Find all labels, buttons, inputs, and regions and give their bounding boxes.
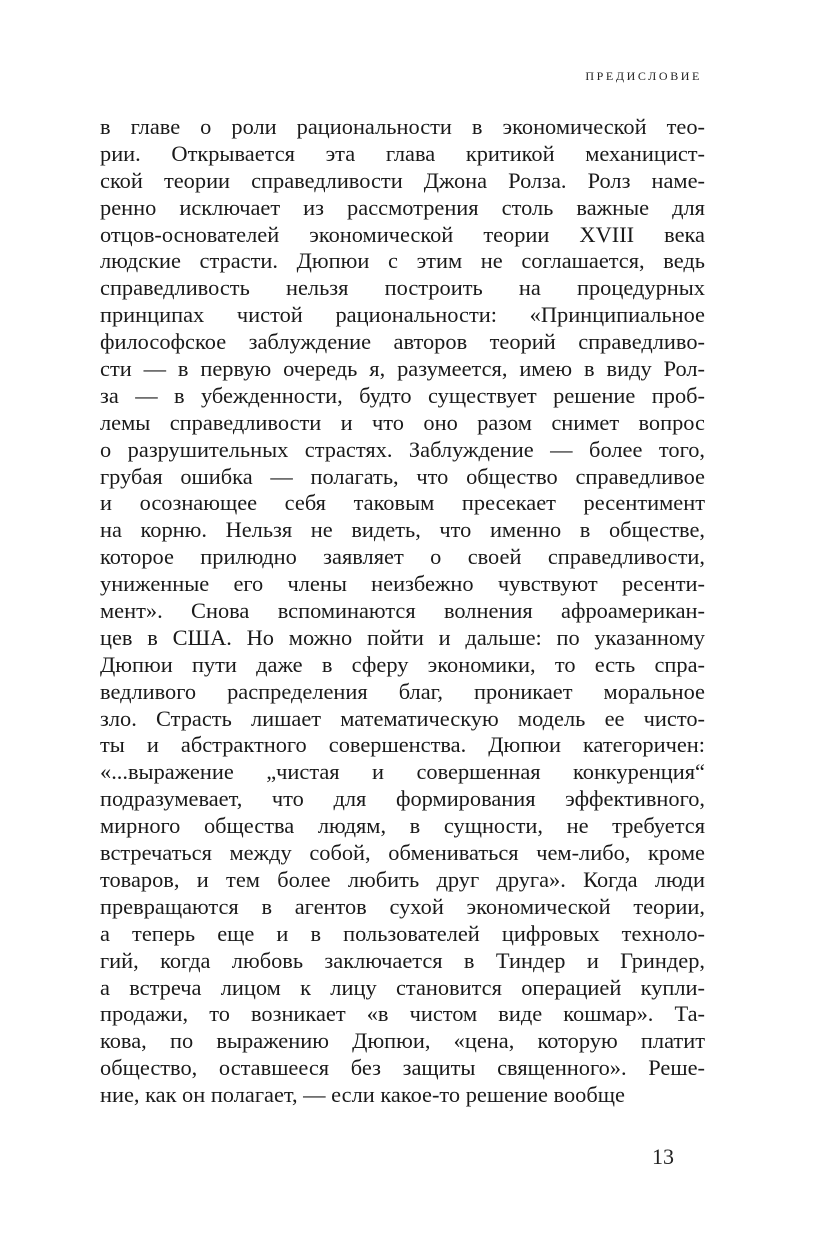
text-line: подразумевает, что для формирования эффективного, — [100, 786, 705, 812]
text-line: за — в убежденности, будто существует решение проб- — [100, 382, 705, 408]
text-line: гий, когда любовь заключается в Тиндер и Гриндер, — [100, 947, 705, 973]
text-line: которое прилюдно заявляет о своей справедливости, — [100, 544, 705, 570]
text-line: «...выражение „чистая и совершенная конкуренция“ — [100, 759, 705, 785]
text-line: встречаться между собой, обмениваться чем-либо, кроме — [100, 840, 705, 866]
body-text — [100, 114, 705, 1109]
text-line: товаров, и тем более любить друг друга». Когда люди — [100, 866, 705, 892]
text-line: мирного общества людям, в сущности, не требуется — [100, 813, 705, 839]
text-line: лемы справедливости и что оно разом снимет вопрос — [100, 409, 705, 435]
text-line: философское заблуждение авторов теорий справедливо- — [100, 329, 705, 355]
text-line: сти — в первую очередь я, разумеется, имею в виду Рол- — [100, 356, 705, 382]
text-line: в главе о роли рациональности в экономической тео- — [100, 114, 705, 139]
text-line: ренно исключает из рассмотрения столь важные для — [100, 194, 705, 220]
text-line: а теперь еще и в пользователей цифровых техноло- — [100, 920, 705, 946]
text-line: ты и абстрактного совершенства. Дюпюи категоричен: — [100, 732, 705, 758]
text-line: рии. Открывается эта глава критикой механицист- — [100, 140, 705, 166]
text-line: ведливого распределения благ, проникает моральное — [100, 678, 705, 704]
page-number: 13 — [652, 1144, 674, 1169]
text-line: принципах чистой рациональности: «Принципиальное — [100, 302, 705, 328]
text-line: цев в США. Но можно пойти и дальше: по указанному — [100, 624, 705, 650]
text-line: грубая ошибка — полагать, что общество справедливое — [100, 463, 705, 489]
text-line: ской теории справедливости Джона Ролза. Ролз наме- — [100, 167, 705, 193]
text-line: на корню. Нельзя не видеть, что именно в обществе, — [100, 517, 705, 543]
text-line: Дюпюи пути даже в сферу экономики, то есть спра- — [100, 651, 705, 677]
text-line: ние, как он полагает, — если какое-то решение вообще — [100, 1082, 625, 1108]
text-line: а встреча лицом к лицу становится операцией купли- — [100, 974, 705, 1000]
text-line: мент». Снова вспоминаются волнения афроамерикан- — [100, 598, 705, 624]
running-head: ПРЕДИСЛОВИЕ — [585, 69, 702, 83]
text-line: людские страсти. Дюпюи с этим не соглашается, ведь — [100, 248, 705, 274]
text-line: продажи, то возникает «в чистом виде кошмар». Та- — [100, 1001, 705, 1027]
text-line: кова, по выражению Дюпюи, «цена, которую платит — [100, 1028, 705, 1054]
text-line: справедливость нельзя построить на процедурных — [100, 275, 705, 301]
text-line: о разрушительных страстях. Заблуждение — более того, — [100, 436, 705, 462]
text-line: и осознающее себя таковым пресекает ресентимент — [100, 490, 705, 516]
text-line: отцов-основателей экономической теории XVIII века — [100, 221, 705, 247]
text-line: общество, оставшееся без защиты священного». Реше- — [100, 1055, 705, 1081]
text-line: униженные его члены неизбежно чувствуют ресенти- — [100, 571, 705, 597]
text-line: зло. Страсть лишает математическую модель ее чисто- — [100, 705, 705, 731]
text-line: превращаются в агентов сухой экономической теории, — [100, 893, 705, 919]
